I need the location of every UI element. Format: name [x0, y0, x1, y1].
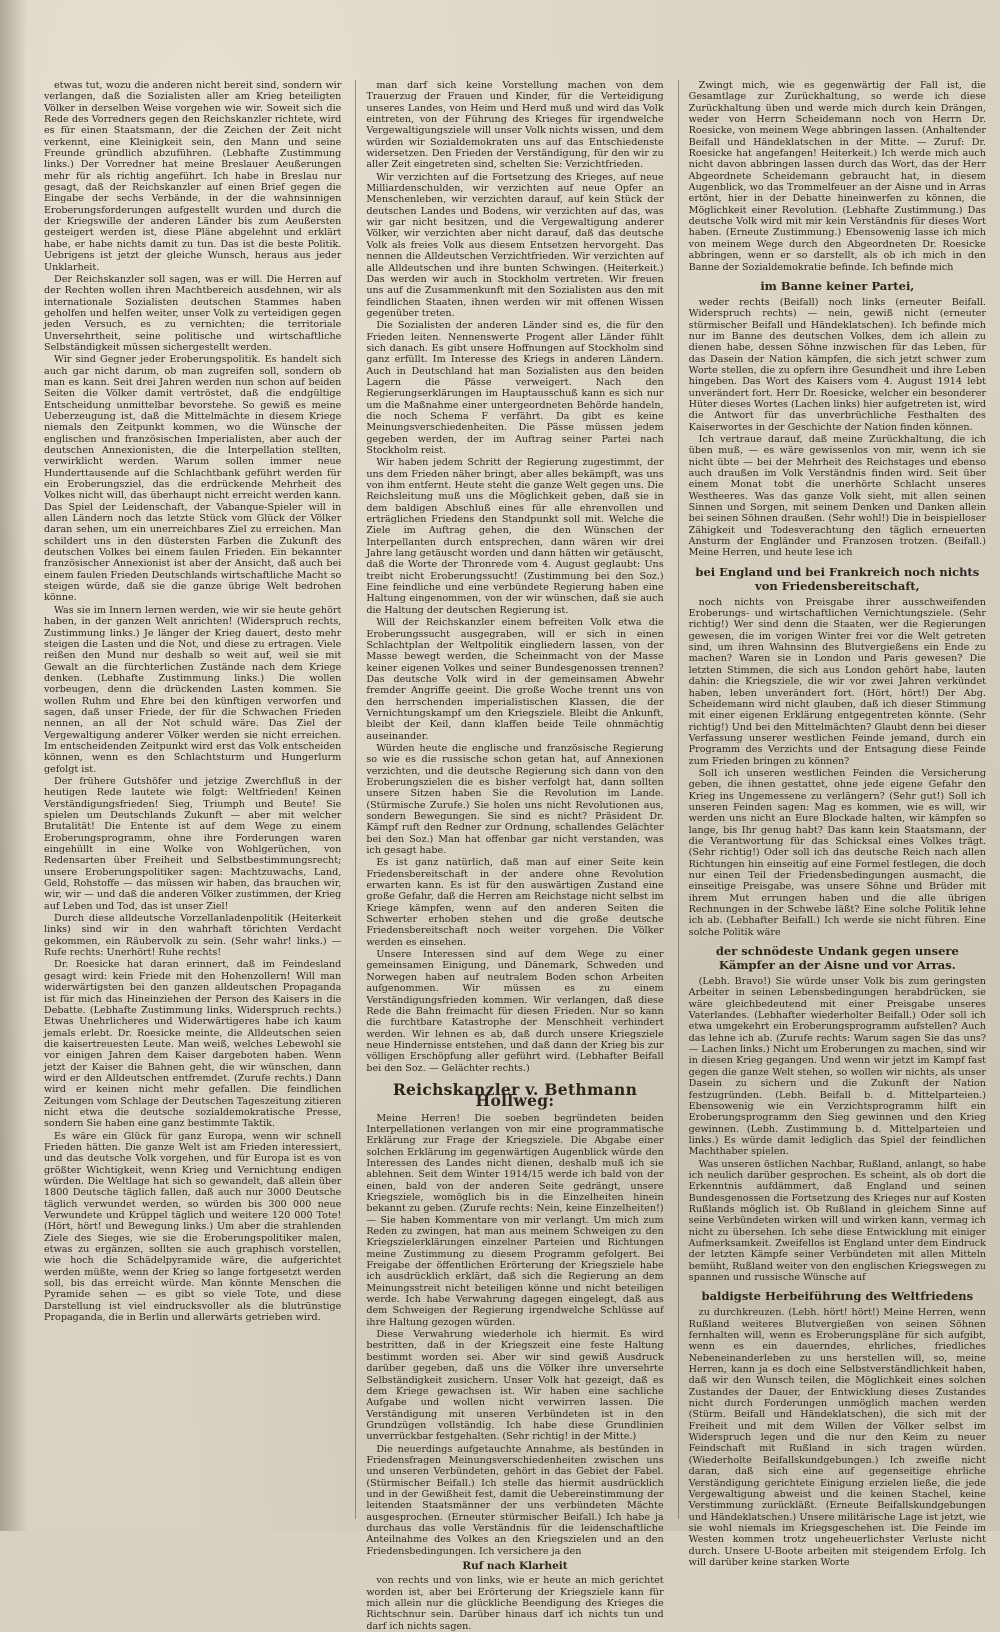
column-1 — [44, 80, 341, 1519]
article-paragraph: Was unseren östlichen Nachbar, Rußland, anlangt, so habe ich neulich darüber gesprochen. Es scheint, als ob dort die Erkenntnis aufdämmert, daß England und seinen Bundesgenossen die Fortsetzung des Krieges nur auf Kosten Rußlands möglich ist. Ob Rußland in gleichem Sinne auf seine Verbündeten wirken will und wirken kann, vermag ich nicht zu übersehen. Ich sehe diese Entwicklung mit einiger Aufmerksamkeit. Zweifellos ist England unter dem Eindruck der letzten Kämpfe seiner Verbündeten mit allen Mitteln bemüht, Rußland weiter von den englischen Kriegswegen zu spannen und russische Wünsche auf — [688, 1158, 986, 1283]
article-paragraph: zu durchkreuzen. (Lebh. hört! hört!) Meine Herren, wenn Rußland weiteres Blutvergießen von seinen Söhnen fernhalten will, wenn es Eroberungspläne für sich aufgibt, wenn es ein dauerndes, ehrliches, friedliches Nebeneinanderleben zu uns herstellen will, so, meine Herren, kann ja es doch eine Selbstverständlichkeit haben, daß wir den Wunsch teilen, die Möglichkeit eines solchen Zustandes der Dauer, der Entwicklung dieses Zustandes nicht durch Forderungen unmöglich machen werden (Stürm. Beifall und Händeklatschen), die sich mit der Freiheit und mit dem Willen der Völker selbst im Widerspruch legen und die nur den Keim zu neuer Feindschaft mit Rußland in sich tragen würden. (Wiederholte Beifallskundgebungen.) Ich zweifle nicht daran, daß sich eine auf gegenseitige ehrliche Verständigung gerichtete Einigung erzielen ließe, die jede Vergewaltigung abweist und die keinen Stachel, keine Verstimmung zurückläßt. (Erneute Beifallskundgebungen und Händeklatschen.) Unsere militärische Lage ist jetzt, wie sie wohl niemals im Kriegsgeschehen ist. Die Feinde im Westen kommen trotz ungeheuerlichster Verluste nicht durch. Unsere U-Boote arbeiten mit steigendem Erfolg. Ich will darüber keine starken Worte — [688, 1307, 986, 1568]
text-columns — [44, 80, 986, 1632]
subheading: Ruf nach Klarheit — [462, 1560, 568, 1572]
article-paragraph: Soll ich unseren westlichen Feinden die Versicherung geben, die ihnen gestattet, ohne jede eigene Gefahr den Krieg ins Ungemessene zu verlängern? (Sehr gut!) Soll ich unseren Feinden sagen: Mag es kommen, wie es will, wir werden uns nicht an Eure Blockade halten, wir kämpfen so lange, bis Ihr genug habt? Das kann kein Staatsmann, der die Verantwortung für das Schicksal eines Volkes trägt. (Sehr richtig!) Oder soll ich das deutsche Reich nach allen Richtungen hin einseitig auf eine Formel festlegen, die doch nur einen Teil der Friedensbedingungen ausmacht, die einseitige Preisgabe, was unsere Söhne und Brüder mit ihrem Mut errungen haben und die alle übrigen Rechnungen in der Schwebe läßt? Eine solche Politik lehne ich ab. (Lebhafter Beifall.) Ich werde sie nicht führen. Eine solche Politik wäre — [688, 767, 986, 938]
article-paragraph: Es wäre ein Glück für ganz Europa, wenn wir schnell Frieden hätten. Die ganze Welt ist am Frieden interessiert, und das deutsche Volk vorgehen, und für Europa ist es von größter Wichtigkeit, wenn Krieg und Vernichtung endigen würden. Die Weltlage hat sich so gewandelt, daß allein über 1800 Deutsche täglich fallen, daß auch nur 3000 Deutsche täglich verwundet werden, so würden bis 300 000 neue Verwundete und Krüppel täglich und weitere 120 000 Tote! (Hört, hört! und Bewegung links.) Um aber die strahlenden Ziele des Sieges, wie sie die Eroberungspolitiker malen, etwas zu ergänzen, sollten sie auch graphisch vorstellen, wie hoch die Schädelpyramide wäre, die aufgerichtet werden müßte, wenn der Krieg so lange fortgesetzt werden soll, bis das erreicht würde. Man könnte Menschen die Pyramide sehen — es gibt so viele Tote, und diese Darstellung ist viel eindrucksvoller als die blutrünstige Propaganda, die in Berlin und allerwärts getrieben wird. — [44, 1130, 342, 1324]
article-paragraph: Es ist ganz natürlich, daß man auf einer Seite kein Friedensbereitschaft in der andere ohne Revolution erwarten kann. Es ist für den auswärtigen Zustand eine große Gefahr, daß die Herren am Reichstage nicht selbst im Kriege kämpfen, wenn auf den anderen Seiten die Schwerter erhoben stehen und die große deutsche Friedensbereitschaft noch weiter vorgehen. Die Völker werden es einsehen. — [366, 857, 664, 948]
article-paragraph: Ich vertraue darauf, daß meine Zurückhaltung, die ich üben muß, — es wäre gewissenlos von mir, wenn ich sie nicht übte — bei der Mehrheit des Reichstages und ebenso auch draußen im Volk Verständnis finden wird. Seit über einem Monat tobt die unerhörte Schlacht unseres Westheeres. Was das ganze Volk sieht, mit allen seinen Sinnen und Sorgen, mit seinem Denken und Danken allein bei seinen Söhnen draußen. (Sehr wohl!) Die in beispielloser Zähigkeit und Todesverachtung den täglich erneuerten Ansturm der Engländer und Franzosen trotzen. (Beifall.) Meine Herren, und heute lese ich — [688, 433, 986, 559]
section-title: Reichskanzler v. Bethmann Hollweg: — [392, 1079, 638, 1111]
article-paragraph: Wir sind Gegner jeder Eroberungspolitik. Es handelt sich auch gar nicht darum, ob man zugreifen soll, sondern ob man es kann. Seit drei Jahren werden nun schon auf beiden Seiten die Völker damit vertröstet, daß die endgültige Entscheidung unmittelbar bevorstehe. So gewiß es meine Ueberzeugung ist, daß die Mittelmächte in diesem Kriege niemals den Zeitpunkt kommen, wo die Wünsche der englischen und französischen Imperialisten, aber auch der deutschen Annexionisten, die die Interpellation stellten, verwirklicht werden. Warum sollen immer neue Hunderttausende auf die Schlachtbank geführt werden für ein Eroberungsziel, das die erdrückende Mehrheit des Volkes nicht will, das überhaupt nicht erreicht werden kann. Das Spiel der Leidenschaft, der Vabanque-Spieler will in allen Ländern noch das letzte Stück vom Glück der Völker daran sehen, um ein unerreichbares Ziel zu erreichen. Man schildert uns in den düstersten Farben die Zukunft des deutschen Volkes bei einem faulen Frieden. Ein bekannter französischer Annexionist ist aber der Ansicht, daß auch bei einem faulen Frieden Deutschlands wirtschaftliche Macht so steigen würde, daß sie die ganze übrige Welt bedrohen könne. — [44, 354, 342, 604]
article-paragraph: Was sie im Innern lernen werden, wie wir sie heute gehört haben, in der ganzen Welt anrichten! (Widerspruch rechts, Zustimmung links.) Je länger der Krieg dauert, desto mehr steigen die Lasten und die Not, und diese zu ertragen. Viele reißen den Mund nur deshalb so weit auf, weil sie mit Gewalt an die fürchterlichen Zustände nach dem Kriege denken. (Lebhafte Zustimmung links.) Die wollen vorbeugen, denn die drückenden Lasten kommen. Sie wollen Ruhm und Ehre bei den künftigen verworfen und sagen, daß unser Friede, der für die Schwachen Frieden nennen, an all der Not schuld wäre. Das Ziel der Vergewaltigung anderer Völker werden sie nicht erreichen. Im entscheidenden Zeitpunkt wird erst das Volk entscheiden können, wenn es den Schlachtsturm und Hungerlurm gefolgt ist. — [44, 604, 342, 775]
article-paragraph: Wir verzichten auf die Fortsetzung des Krieges, auf neue Milliardenschulden, wir verzichten auf neue Opfer an Menschenleben, wir verzichten darauf, auf kein Stück der deutschen Landes und Bodens, wir verzichten auf das, was wir gar nicht besitzen, und die Vergewaltigung anderer Völker, wir verzichten aber nicht darauf, daß das deutsche Volk als freies Volk aus diesem Entsetzen hervorgeht. Das nennen die Alldeutschen Verzichtfrieden. Wir verzichten auf alle Alldeutschen und ihre bunten Schwingen. (Heiterkeit.) Das werden wir auch in Stockholm vertreten. Wir freuen uns auf die Zusammenkunft mit den Sozialisten aus den mit feindlichen Staaten, ihnen werden wir mit offenen Wissen gegenüber treten. — [366, 171, 664, 319]
article-paragraph: Dr. Roesicke hat daran erinnert, daß im Feindesland gesagt wird: kein Friede mit den Hohenzollern! Will man widerwärtigsten bei den ganzen alldeutschen Propaganda ist für mich das Hineinziehen der Person des Kaisers in die Debatte. (Lebhafte Zustimmung links, Widerspruch rechts.) Etwas Unehrlicheres und Widerwärtigeres habe ich kaum jemals erlebt. Dr. Roesicke meinte, die Alldeutschen seien die kaisertreuesten Leute. Man weiß, welches Lebewohl sie vor einigen Jahren dem Kaiser dargeboten haben. Wenn jetzt der Kaiser die Bahnen geht, die wir wünschen, dann wird er den Alldeutschen entfremdet. (Zurufe rechts.) Dann wird er keinen nicht mehr gefallen. Die feindlichen Zeitungen vom Schlage der Deutschen Tageszeitung zitieren nicht etwa die deutsche sozialdemokratische Presse, sondern Sie haben eine ganz bestimmte Taktik. — [44, 959, 342, 1130]
article-paragraph: von rechts und von links, wie er heute an mich gerichtet worden ist, aber bei Erörterung der Kriegsziele kann für mich allein nur die glückliche Beendigung des Krieges die Richtschnur sein. Darüber hinaus darf ich nichts tun und darf ich nichts sagen. — [366, 1575, 664, 1632]
article-paragraph: Unsere Interessen sind auf dem Wege zu einer gemeinsamen Einigung, und Dänemark, Schweden und Norwegen haben auf neutralem Boden schon Arbeiten aufgenommen. Wir müssen es zu einem Verständigungsfrieden kommen. Wir verlangen, daß diese Rede die Bahn freimacht für diesen Frieden. Nur so kann die furchtbare Katastrophe der Menschheit verhindert werden. Wir lehnen es ab, daß durch unsere Kriegsziele neue Hindernisse entstehen, und daß dann der Krieg bis zur völligen Erschöpfung aller geführt wird. (Lebhafter Beifall bei den Soz. — Gelächter rechts.) — [366, 949, 664, 1074]
subheading: der schnödeste Undank gegen unsere Kämpfer an der Aisne und vor Arras. — [715, 944, 959, 973]
article-paragraph: (Lebh. Bravo!) Sie würde unser Volk bis zum geringsten Arbeiter in seinen Lebensbedingungen herabdrücken, sie wäre gleichbedeutend mit einer Preisgabe unseres Vaterlandes. (Lebhafter wiederholter Beifall.) Oder soll ich etwa umgekehrt ein Eroberungsprogramm aufstellen? Auch das lehne ich ab. (Zurufe rechts: Warum sagen Sie das uns? — Lachen links.) Nicht um Eroberungen zu machen, sind wir in diesen Krieg gegangen. Und wenn wir jetzt im Kampf fast gegen die ganze Welt stehen, so wollen wir nichts, als unser Dasein zu sichern und die Zukunft der Nation festzugründen. (Lebh. Beifall b. d. Mittelparteien.) Ebensowenig wie ein Verzichtsprogramm hilft ein Eroberungsprogramm den Sieg gewinnen und den Krieg gewinnen. (Lebh. Zustimmung b. d. Mittelparteien und links.) Es würde damit lediglich das Spiel der feindlichen Machthaber spielen. — [688, 976, 986, 1158]
subheading: bei England und bei Frankreich noch nichts von Friedensbereitschaft, — [695, 564, 980, 593]
article-paragraph: Meine Herren! Die soeben begründeten beiden Interpellationen verlangen von mir eine programmatische Erklärung zur Frage der Kriegsziele. Die Abgabe einer solchen Erklärung im gegenwärtigen Augenblick würde den Interessen des Landes nicht dienen, deshalb muß ich sie ablehnen. Seit dem Winter 1914/15 werde ich bald von der einen, bald von der anderen Seite gedrängt, unsere Kriegsziele, womöglich bis in die Einzelheiten hinein bekannt zu geben. (Zurufe rechts: Nein, keine Einzelheiten!) — Sie haben Kommentare von mir verlangt. Um mich zum Reden zu zwingen, hat man aus meinem Schweigen zu den Kriegszielerklärungen einzelner Parteien und Richtungen meine Zustimmung zu diesem Programm gefolgert. Bei Freigabe der öffentlichen Erörterung der Kriegsziele habe ich ausdrücklich erklärt, daß sich die Regierung an dem Meinungsstreit nicht beteiligen könne und nicht beteiligen werde. Ich habe Verwahrung dagegen eingelegt, daß aus dem Schweigen der Regierung irgendwelche Schlüsse auf ihre Haltung gezogen würden. — [366, 1112, 664, 1328]
article-paragraph: Würden heute die englische und französische Regierung so wie es die russische schon getan hat, auf Annexionen verzichten, und die deutsche Regierung sich dann von den Eroberungszielen die es bisher verfolgt hat, dann sollten unsere Sitzen haben Sie die Revolution im Lande. (Stürmische Zurufe.) Sie holen uns nicht Revolutionen aus, sondern Bewegungen. Sie sind es nicht? Präsident Dr. Kämpf ruft den Redner zur Ordnung, schallendes Gelächter bei den Soz.) Man hat offenbar gar nicht verstanden, was ich gesagt habe. — [366, 742, 664, 857]
article-paragraph: Zwingt mich, wie es gegenwärtig der Fall ist, die Gesamtlage zur Zurückhaltung, so werde ich diese Zurückhaltung üben und werde mich durch kein Drängen, weder von Herrn Scheidemann noch von Herrn Dr. Roesicke, von meinem Wege abbringen lassen. (Anhaltender Beifall und Händeklatschen in der Mitte. — Zuruf: Dr. Roesicke hat angefangen! Heiterkeit.) Ich werde mich auch nicht davon abbringen lassen durch das Wort, das der Herr Abgeordnete Scheidemann gebraucht hat, in diesem Augenblick, wo das Trommelfeuer an der Aisne und in Arras ertönt, hier in der Debatte hineinwerfen zu können, die Möglichkeit einer Revolution. (Lebhafte Zustimmung.) Das deutsche Volk wird mit mir kein Verständnis für dieses Wort haben. (Erneute Zustimmung.) Ebensowenig lasse ich mich von meinem Wege durch den Abgeordneten Dr. Roesicke abbringen, wenn er so darstellt, als ob ich mich in den Banne der Sozialdemokratie befinde. Ich befinde mich — [688, 80, 986, 273]
page-fold-shadow — [0, 0, 28, 1531]
article-paragraph: Diese Verwahrung wiederhole ich hiermit. Es wird bestritten, daß in der Kriegszeit eine feste Haltung bestimmt worden sei. Aber wir sind gewiß Ausdruck darüber gegeben, daß uns die Völker ihre unversehrte Selbständigkeit zusichern. Unser Volk hat gezeigt, daß es dem Kriege gewachsen ist. Wir haben eine sachliche Aufgabe und wollen nicht verwirren lassen. Die Verständigung mit unseren Verbündeten ist in den Grundzügen vollständig. Ich habe diese Grundlinien unverrückbar festgehalten. (Sehr richtig! in der Mitte.) — [366, 1329, 664, 1443]
article-paragraph: noch nichts von Preisgabe ihrer ausschweifenden Eroberungs- und wirtschaftlichen Vernichtungsziele. (Sehr richtig!) Wer sind denn die Staaten, wer die Regierungen gewesen, die im vorigen Winter frei vor die Welt getreten sind, um ihren Wahnsinn des Blutvergießens ein Ende zu machen? Waren sie in London und Paris gewesen? Die letzten Stimmen, die sich aus London gehört habe, lauten dahin: die Kriegsziele, die wir vor zwei Jahren verkündet haben, leben unverändert fort. (Hört, hört!) Der Abg. Scheidemann wird nicht glauben, daß ich dieser Stimmung mit einer eigenen Erklärung entgegentreten könnte. (Sehr richtig!) Und bei den Mittelmächten? Glaubt denn bei dieser Verfassung unserer westlichen Feinde jemand, durch ein Programm des Verzichts und der Entsagung diese Feinde zum Frieden bringen zu können? — [688, 596, 986, 767]
article-paragraph: Will der Reichskanzler einem befreiten Volk etwa die Eroberungssucht ausgegraben, will er sich in einen Schlachtplan der Weltpolitik eingliedern lassen, von der Masse bewegt werden, die Scheinmacht von der Masse keiner eigenen Volkes und seiner Bundesgenossen trennen? Das deutsche Volk wird in der gemeinsamen Abwehr fremder Angriffe geeint. Die große Woche trennt uns von den herrschenden imperialistischen Klassen, die der Vernichtungskampf um den Kriegsziele. Bleibt die Ankunft, bleibt der Keil, dann klaffen beide Teile ohnmächtig auseinander. — [366, 617, 664, 742]
article-paragraph: Der Reichskanzler soll sagen, was er will. Die Herren auf der Rechten wollen ihren Machtbereich ausdehnen, wir als internationale Sozialisten deutschen Stammes haben geholfen und helfen weiter, unser Volk zu verteidigen gegen jeden Versuch, es zu vernichten; die territoriale Unversehrtheit, seine politische und wirtschaftliche Selbständigkeit müssen sichergestellt werden. — [44, 273, 342, 353]
article-paragraph: Wir haben jedem Schritt der Regierung zugestimmt, der uns dem Frieden näher bringt, aber alles bekämpft, was uns von ihm entfernt. Heute steht die ganze Welt gegen uns. Die Reichsleitung muß uns die Möglichkeit geben, daß sie in dem baldigen Abschluß eines für alle ehrenvollen und erträglichen Friedens den Standpunkt soll mit. Welche die Ziele im Auftrag gehen, die den Wünschen der Interpellanten durch entsprechen, dann wären wir drei Jahre lang getäuscht worden und dann hätten wir getäuscht, daß die Worte der Thronrede vom 4. August geglaubt: Uns treibt nicht Eroberungssucht! (Zustimmung bei den Soz.) Eine feindliche und eine verbündete Regierung haben eine Haltung eingenommen, von der wir wünschen, daß sie auch die Haltung der deutschen Regierung ist. — [366, 457, 664, 616]
column-2 — [355, 80, 664, 1632]
article-paragraph: man darf sich keine Vorstellung machen von dem Trauerzug der Frauen und Kinder, für die Verteidigung unseres Landes, von Heim und Herd muß und wird das Volk eintreten, von der Führung des Krieges für irgendwelche Vergewaltigungsziele will unser Volk nichts wissen, und dem würden wir Sozialdemokraten uns auf das Entschiedenste widersetzen. Den Frieden der Verständigung, für den wir zu aller Zeit eingetreten sind, schelten Sie: Verzichtfrieden. — [366, 80, 664, 171]
subheading: im Banne keiner Partei, — [760, 278, 915, 293]
article-paragraph: Der frühere Gutshöfer und jetzige Zwerchfluß in der heutigen Rede lautete wie folgt: Weltfrieden! Keinen Verständigungsfrieden! Sieg, Triumph und Beute! Sie spielen um Deutschlands Zukunft — aber mit welcher Brutalität! Die Entente ist auf dem Wege zu einem Eroberungsprogramm, ohne ihre Forderungen waren eingehüllt in eine Wolke von Wohlgerüchen, von Redensarten über Freiheit und Selbstbestimmungsrecht; unsere Eroberungspolitiker sagen: Machtzuwachs, Land, Geld, Rohstoffe — das müssen wir haben, das brauchen wir, wir, wir — und daß die anderen Völker zustimmen, der Krieg auf Leben und Tod, das ist unser Ziel! — [44, 775, 342, 912]
article-paragraph: Die Sozialisten der anderen Länder sind es, die für den Frieden leiten. Nennenswerte Progent aller Länder fühlt sich danach. Es gibt unsere Hoffnungen auf Stockholm sind ganz erfüllt. Im Interesse des Kriegs in anderen Ländern. Auch in Deutschland hat man Sozialisten aus den beiden Lagern die Pässe verweigert. Nach den Regierungserklärungen im Hauptausschuß kann es sich nur um die Maßnahme einer untergeordneten Behörde handeln, die noch Schema F verfährt. Da gibt es keine Meinungsverschiedenheiten. Die Pässe müssen jedem gegeben werden, der im Auftrag seiner Partei nach Stockholm reist. — [366, 320, 664, 456]
article-paragraph: Die neuerdings aufgetauchte Annahme, als bestünden in Friedensfragen Meinungsverschiedenheiten zwischen uns und unseren Verbündeten, gehört in das Gebiet der Fabel. (Stürmischer Beifall.) Ich stelle das hiermit ausdrücklich und in der Gewißheit fest, damit die Uebereinstimmung der leitenden Staatsmänner der uns verbündeten Mächte ausgesprochen. (Erneuter stürmischer Beifall.) Ich habe ja durchaus das volle Verständnis für die leidenschaftliche Anteilnahme des Volkes an den Kriegszielen und an den Friedensbedingungen. Ich versichere ja den — [366, 1443, 664, 1557]
article-paragraph: etwas tut, wozu die anderen nicht bereit sind, sondern wir verlangen, daß die Sozialisten aller am Krieg beteiligten Völker in derselben Weise vorgehen wie wir. Soweit sich die Rede des Vorredners gegen den Reichskanzler richtete, wird es für einen Staatsmann, der die Zeichen der Zeit nicht verkennt, eine Kleinigkeit sein, den Mann und seine Freunde gründlich abzuführen. (Lebhafte Zustimmung links.) Der Vorredner hat meine Breslauer Aeußerungen mehr für als richtig angeführt. Ich habe in Breslau nur gesagt, daß der Reichskanzler auf einen Brief gegen die Eingabe der sechs Verbände, in der die wahnsinnigen Eroberungsforderungen aufgestellt wurden und durch die der Kriegswille der anderen Länder bis zum Aeußersten gesteigert werden ist, diese Pläne abgelehnt und erklärt habe, er habe nichts damit zu tun. Das ist die beste Politik. Uebrigens ist jetzt der gleiche Wunsch, heraus aus jeder Unklarheit. — [44, 80, 342, 273]
article-paragraph: Durch diese alldeutsche Vorzellanladenpolitik (Heiterkeit links) sind wir in den wahrhaft törichten Verdacht gekommen, ein Räubervolk zu sein. (Sehr wahr! links.) — Rufe rechts: Unerhört! Ruhe rechts! — [44, 913, 342, 959]
column-3 — [678, 80, 986, 1568]
subheading: baldigste Herbeiführung des Weltfriedens — [701, 1289, 974, 1304]
article-paragraph: weder rechts (Beifall) noch links (erneuter Beifall. Widerspruch rechts) — nein, gewiß nicht (erneuter stürmischer Beifall und Händeklatschen). Ich befinde mich nur im Banne des deutschen Volkes, dem ich allein zu dienen habe, dessen Söhne inzwischen für das Leben, für das Dasein der Nation kämpfen, die sich jetzt schwer zum Worte stellen, die zu opfern ihre Gesundheit und ihre Leben hingeben. Das Wort des Kaisers vom 4. August 1914 lebt unverändert fort. Herr Dr. Roesicke, welcher ein besonderer Hüter dieses Wortes (Lachen links) hier aufgetreten ist, wird die Antwort für das unverbrüchliche Festhalten des Kaiserwortes in der Geschichte der Nation finden können. — [688, 296, 986, 433]
